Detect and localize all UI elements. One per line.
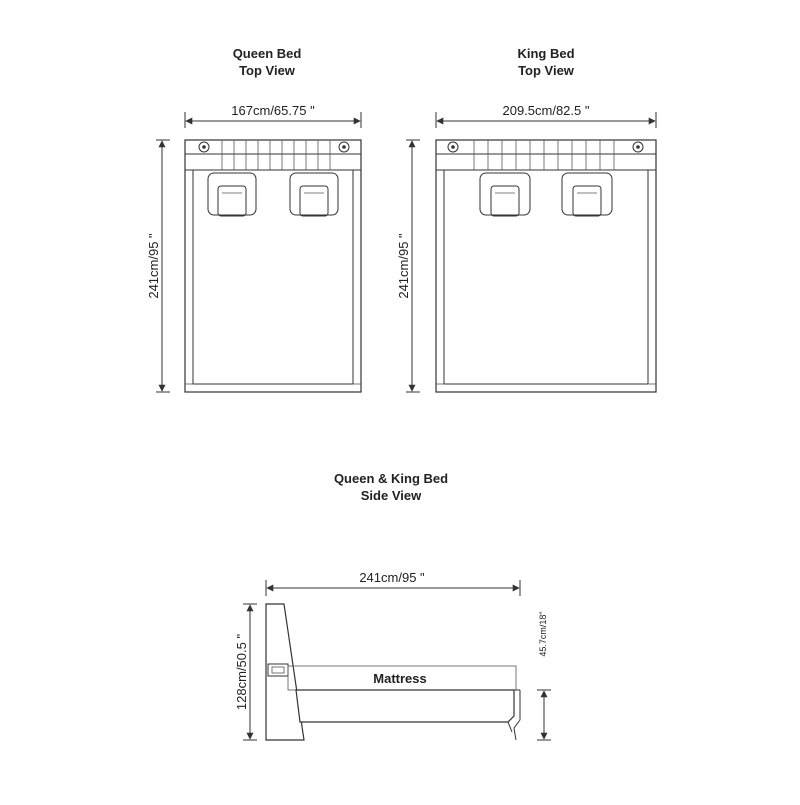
king-title-line2: Top View (518, 63, 574, 78)
side-mattress (288, 666, 516, 690)
king-top-view (396, 46, 656, 392)
side-view (234, 471, 551, 740)
side-bed-frame (296, 690, 520, 740)
side-height-dimension (234, 604, 257, 740)
queen-width-dimension (185, 103, 361, 128)
mattress-label: Mattress (373, 671, 427, 686)
king-width-dimension (436, 103, 656, 128)
king-bed-outline (436, 140, 656, 392)
queen-title-line1: Queen Bed (232, 46, 302, 61)
side-frame-height-label: 45.7cm/18" (538, 611, 548, 657)
side-title-line1: Queen & King Bed (333, 471, 449, 486)
queen-top-view (146, 46, 361, 392)
side-length-label: 241cm/95 " (359, 570, 425, 585)
king-length-dimension (396, 140, 420, 392)
queen-title-line2: Top View (239, 63, 295, 78)
side-headboard (266, 604, 304, 740)
king-title-line1: King Bed (517, 46, 575, 61)
side-length-dimension (266, 570, 520, 596)
queen-width-label: 167cm/65.75 " (231, 103, 315, 118)
queen-length-dimension (146, 140, 170, 392)
side-height-label: 128cm/50.5 " (234, 633, 249, 711)
side-title-line2: Side View (360, 488, 422, 503)
king-length-label: 241cm/95 " (396, 233, 411, 299)
queen-bed-outline (185, 140, 361, 392)
king-width-label: 209.5cm/82.5 " (502, 103, 590, 118)
side-frame-height-dimension (537, 611, 551, 740)
queen-length-label: 241cm/95 " (146, 233, 161, 299)
